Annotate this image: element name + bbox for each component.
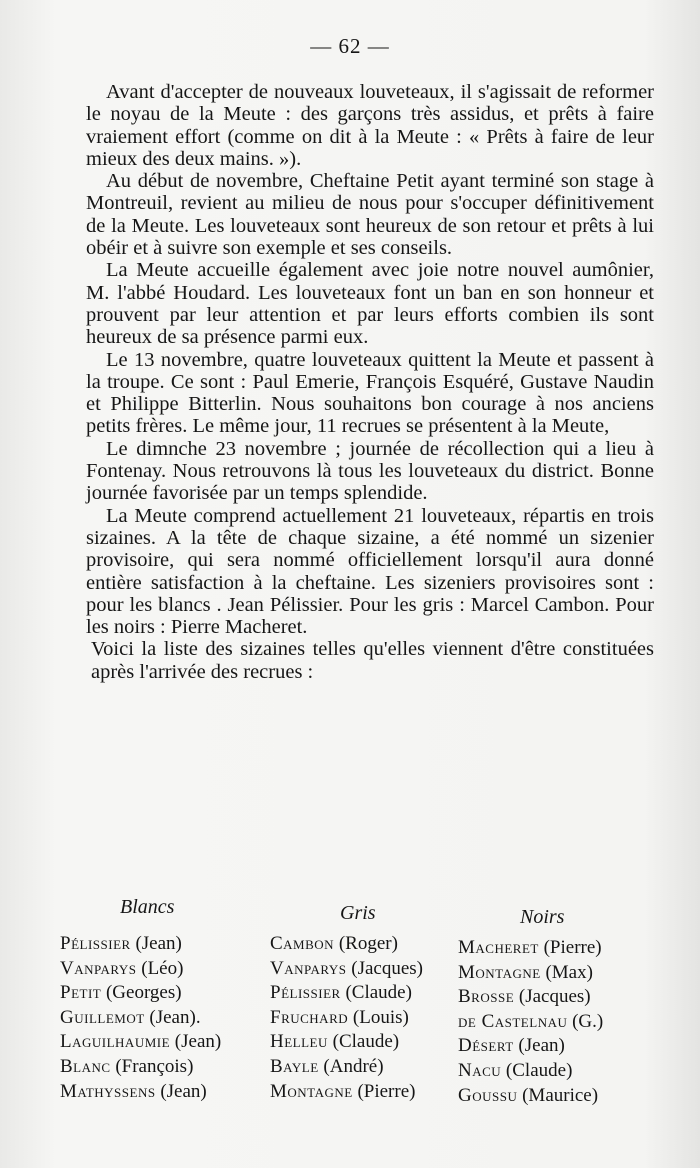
member-surname: Laguilhaumie: [60, 1031, 171, 1053]
member-firstname: (Jean).: [149, 1006, 201, 1028]
page-number: — 62 —: [310, 34, 390, 58]
member-row: [458, 1034, 603, 1059]
member-row: [458, 985, 603, 1010]
member-surname: Fruchard: [270, 1006, 349, 1028]
member-firstname: (G.): [572, 1010, 604, 1032]
member-row: [270, 1080, 423, 1105]
member-surname: Pélissier: [270, 982, 341, 1004]
member-row: [458, 1010, 603, 1035]
member-surname: Blanc: [60, 1055, 111, 1077]
member-surname: Nacu: [458, 1059, 502, 1081]
header-blancs: Blancs: [120, 896, 175, 918]
member-firstname: (Max): [545, 961, 593, 983]
column-blancs: [60, 932, 221, 1104]
member-surname: Vanparys: [270, 957, 347, 979]
paragraph-6: La Meute comprend actuellement 21 louveteaux, répartis en trois sizaines. A la tête de chaque sizaine, a été nommé un sizenier provisoire, qui sera nommé officiellement lorsqu'il aura donné entière satisfaction à la cheftaine. Les sizeniers provisoires sont : pour les blancs . Jean Pélissier. Pour les gris : Marcel Cambon. Pour les noirs : Pierre Macheret.: [86, 504, 654, 639]
member-firstname: (Georges): [105, 982, 182, 1004]
member-firstname: (Jean): [160, 1080, 207, 1102]
table-columns: [60, 932, 670, 1122]
member-row: [458, 936, 603, 961]
member-row: [458, 961, 603, 986]
column-noirs: [458, 936, 603, 1108]
member-row: [60, 981, 221, 1006]
paragraph-2: Au début de novembre, Cheftaine Petit ayant terminé son stage à Montreuil, revient au milieu de nous pour s'occuper définitivement de la Meute. Les louveteaux sont heureux de son retour et prêts à lui obéir et à suivre son exemple et ses conseils.: [86, 170, 654, 260]
member-surname: Petit: [60, 982, 102, 1004]
body-text: [86, 81, 654, 683]
member-firstname: (Claude): [332, 1031, 400, 1053]
paragraph-4: Le 13 novembre, quatre louveteaux quittent la Meute et passent à la troupe. Ce sont : Paul Emerie, François Esquéré, Gustave Naudin et Philippe Bitterlin. Nous souhaitons bon courage à nos anciens petits frères. Le même jour, 11 recrues se présentent à la Meute,: [86, 348, 654, 438]
table-headers: [60, 896, 670, 932]
paragraph-5: Le dimnche 23 novembre ; journée de récollection qui a lieu à Fontenay. Nous retrouvons là tous les louveteaux du district. Bonne journée favorisée par un temps splendide.: [86, 437, 654, 505]
member-firstname: (Jean): [518, 1035, 565, 1057]
member-row: [60, 957, 221, 982]
header-gris: Gris: [340, 902, 376, 924]
member-firstname: (Pierre): [543, 937, 602, 958]
member-firstname: (Jacques): [351, 957, 423, 979]
column-gris: [270, 932, 423, 1104]
member-row: [458, 1059, 603, 1084]
member-surname: Désert: [458, 1035, 514, 1057]
member-surname: de Castelnau: [458, 1010, 568, 1032]
member-firstname: (Claude): [345, 982, 412, 1004]
member-firstname: (Roger): [338, 933, 398, 954]
member-firstname: (Jean): [135, 933, 182, 954]
member-surname: Mathyssens: [60, 1080, 156, 1102]
member-row: [60, 1030, 221, 1055]
member-row: [60, 932, 221, 957]
member-surname: Cambon: [270, 933, 335, 954]
list-intro: Voici la liste des sizaines telles qu'elles viennent d'être constituées après l'arrivée des recrues :: [91, 638, 654, 683]
member-row: [270, 981, 423, 1006]
member-firstname: (Maurice): [522, 1084, 599, 1106]
member-surname: Montagne: [270, 1080, 353, 1102]
header-noirs: Noirs: [520, 906, 565, 928]
member-surname: Guillemot: [60, 1006, 145, 1028]
sizaines-table: [60, 896, 670, 1122]
member-surname: Pélissier: [60, 933, 131, 954]
paragraph-3: La Meute accueille également avec joie notre nouvel aumônier, M. l'abbé Houdard. Les louveteaux font un ban en son honneur et prouvent par leur attention et par leurs efforts combien ils sont heureux de sa présence parmi eux.: [86, 259, 654, 349]
member-firstname: (Pierre): [357, 1080, 416, 1102]
member-firstname: (Jean): [174, 1031, 222, 1053]
member-firstname: (Louis): [352, 1006, 409, 1028]
member-surname: Goussu: [458, 1084, 518, 1106]
member-row: [270, 932, 423, 957]
member-surname: Vanparys: [60, 957, 137, 979]
member-row: [458, 1084, 603, 1109]
member-row: [270, 1006, 423, 1031]
member-row: [60, 1006, 221, 1031]
member-firstname: (Léo): [141, 957, 184, 979]
member-row: [60, 1080, 221, 1105]
member-row: [270, 1055, 423, 1080]
member-row: [270, 957, 423, 982]
member-firstname: (François): [115, 1055, 194, 1077]
member-firstname: (Claude): [505, 1059, 573, 1081]
paragraph-1: Avant d'accepter de nouveaux louveteaux, il s'agissait de reformer le noyau de la Meute : des garçons très assidus, et prêts à faire vraiement effort (comme on dit à la Meute : « Prêts à faire de leur mieux des deux mains. »).: [86, 81, 654, 170]
member-surname: Brosse: [458, 986, 515, 1008]
member-surname: Helleu: [270, 1031, 328, 1053]
member-surname: Bayle: [270, 1055, 319, 1077]
member-firstname: (André): [323, 1055, 384, 1077]
member-row: [60, 1055, 221, 1080]
member-row: [270, 1030, 423, 1055]
member-surname: Montagne: [458, 961, 541, 983]
member-surname: Macheret: [458, 937, 539, 958]
member-firstname: (Jacques): [518, 986, 591, 1008]
